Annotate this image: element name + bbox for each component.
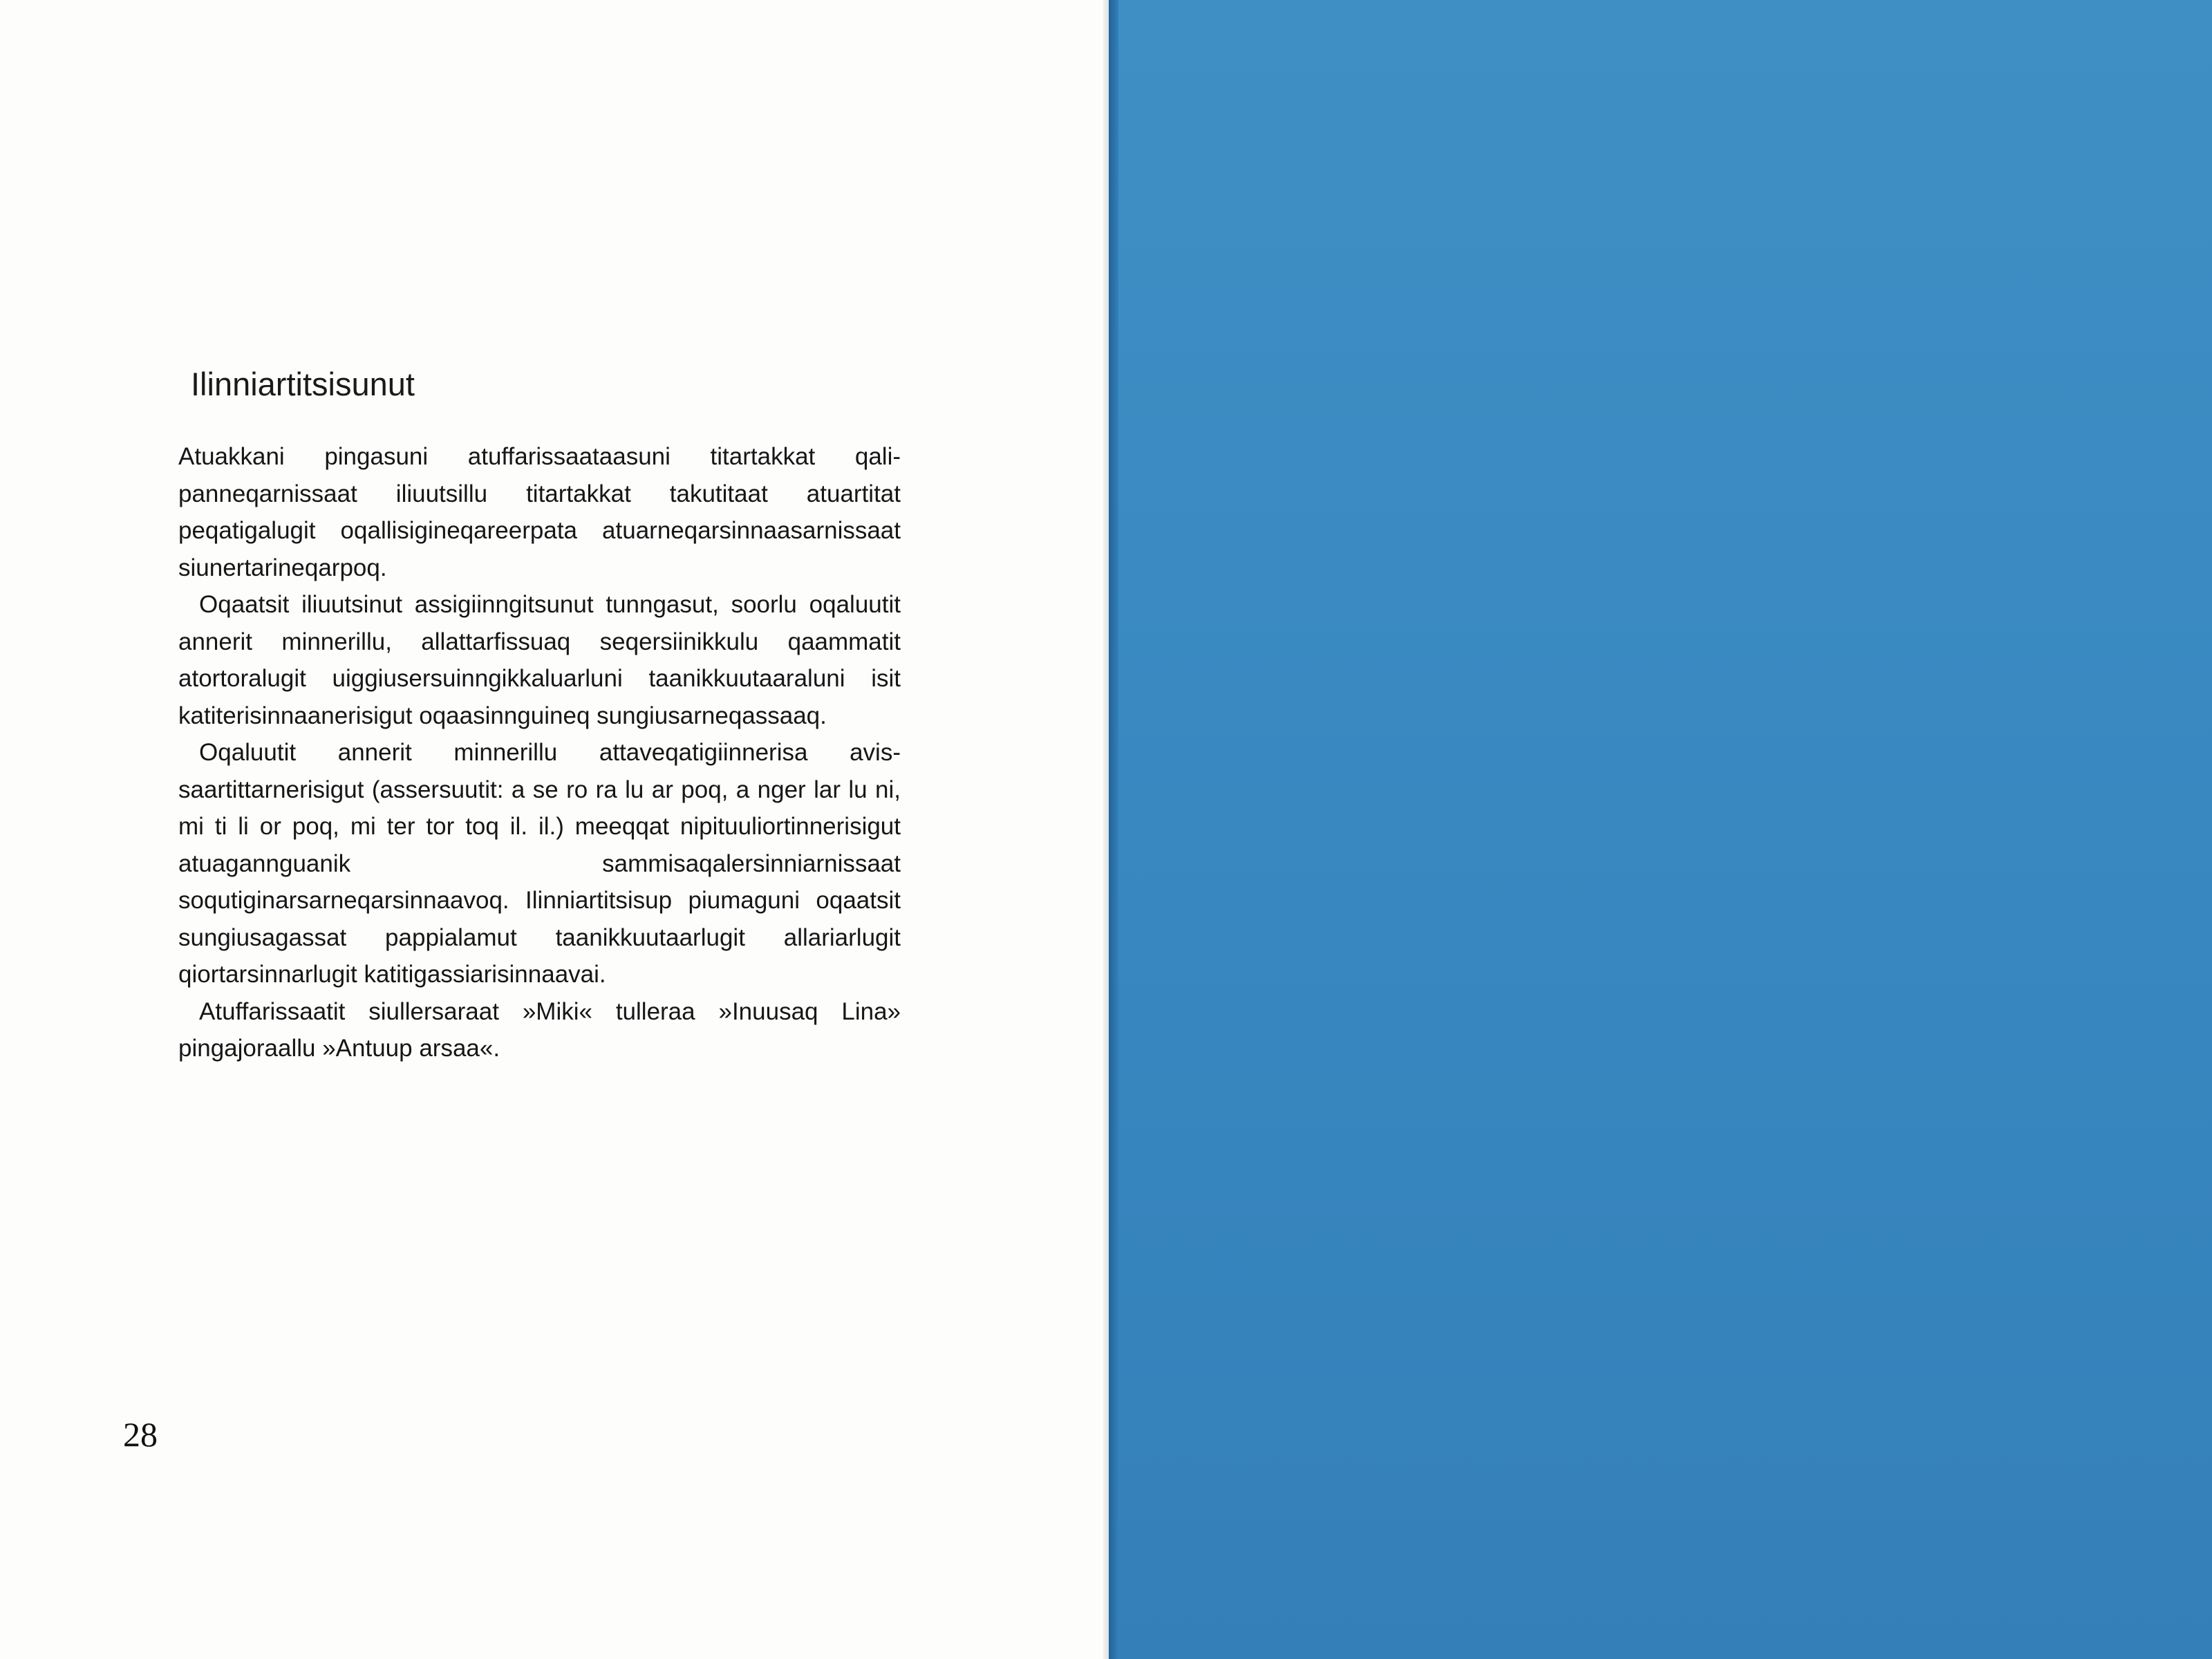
page-number: 28: [123, 1415, 158, 1454]
paragraph: Oqaatsit iliuutsinut assigiinngitsunut tunngasut, soorlu oqaluutit annerit minnerillu, allattarfissuaq seqersiinikkulu qaammatit atortoralugit uiggiusersuinngikkaluarluni taanikkuutaaraluni isit katiterisinnaanerisigut oqaasinnguineq sungiusarneqassaaq.: [178, 591, 901, 729]
paragraph: Oqaluutit annerit minnerillu attaveqatigiinnerisa avissaartittarnerisigut (assersuutit: a se ro ra lu ar poq, a nger lar lu ni, mi ti li or poq, mi ter tor toq il. il.) meeqqat nipituuliortinnerisigut atuagannguanik sammisaqalersinniarnissaat soqutiginarsarneqarsinnaavoq. Ilinniartitsisup piumaguni oqaatsit sungiusagassat pappialamut taanikkuutaarlugit allariarlugit qiortarsinnarlugit katitigassiarisinnaavai.: [178, 739, 901, 988]
body-text: [178, 438, 901, 1067]
blue-endpaper: [1109, 0, 2212, 1659]
section-heading: Ilinniartitsisunut: [191, 366, 415, 402]
paragraph: Atuakkani pingasuni atuffarissaataasuni titartakkat qalipanneqarnissaat iliuutsillu titartakkat takutitaat atuartitat peqatigalugit oqallisigineqareerpata atuarneqarsinnaasarnissaat siunertarineqarpoq.: [178, 443, 901, 581]
paragraph: Atuffarissaatit siullersaraat »Miki« tulleraa »Inuusaq Lina» pingajoraallu »Antuup arsaa«.: [178, 997, 901, 1062]
